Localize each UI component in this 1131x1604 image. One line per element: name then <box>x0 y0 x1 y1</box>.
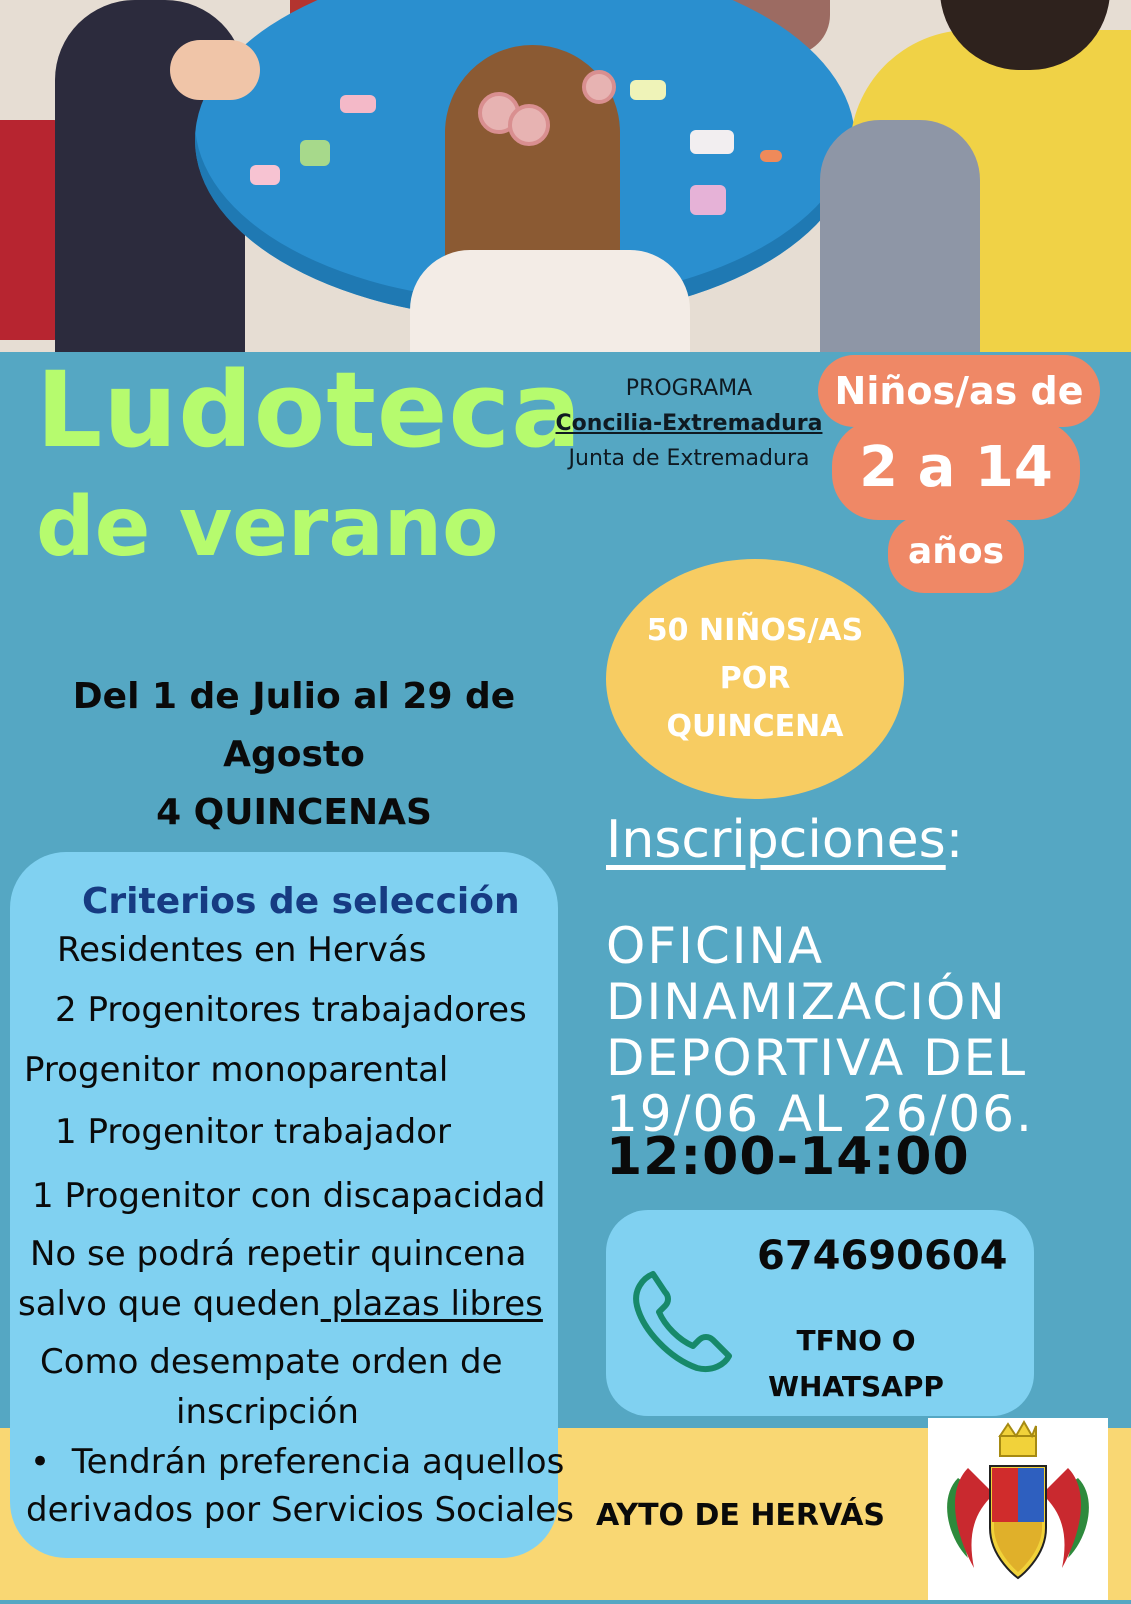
criteria-note-1b-underlined: plazas libres <box>320 1284 543 1324</box>
phone-icon <box>625 1260 745 1380</box>
photo-clay <box>760 150 782 162</box>
phone-number[interactable]: 674690604 <box>757 1233 1008 1279</box>
registration-heading-text: Inscripciones <box>606 810 946 870</box>
office-line: 19/06 AL 26/06. <box>606 1085 1034 1143</box>
criteria-item: Residentes en Hervás <box>57 930 427 970</box>
office-line: OFICINA <box>606 917 825 975</box>
photo-hair-flower <box>582 70 616 104</box>
office-line: DEPORTIVA DEL <box>606 1029 1028 1087</box>
program-block <box>548 374 830 474</box>
registration-office <box>606 918 1126 1142</box>
criteria-title: Criterios de selección <box>82 881 520 922</box>
photo-clay <box>250 165 280 185</box>
criteria-note-3b: derivados por Servicios Sociales <box>26 1490 574 1530</box>
criteria-item: Progenitor monoparental <box>24 1050 449 1090</box>
coat-of-arms <box>928 1418 1108 1600</box>
age-pill-years: años <box>888 515 1024 593</box>
criteria-note-3-text: Tendrán preferencia aquellos <box>71 1442 565 1482</box>
photo-chair <box>0 120 60 340</box>
criteria-note-1: No se podrá repetir quincena <box>30 1234 527 1274</box>
organizer-label: AYTO DE HERVÁS <box>596 1498 886 1533</box>
photo-clay <box>690 185 726 215</box>
photo-clay <box>340 95 376 113</box>
office-line: DINAMIZACIÓN <box>606 973 1007 1031</box>
age-pill-line-1: Niños/as de <box>818 355 1100 427</box>
age-pill-range: 2 a 14 <box>832 420 1080 520</box>
registration-heading-colon: : <box>945 810 964 870</box>
criteria-note-1b <box>18 1280 543 1328</box>
program-name: Concilia-Extremadura <box>555 411 823 436</box>
capacity-line-3: QUINCENA <box>666 709 844 744</box>
program-label: PROGRAMA <box>625 376 753 401</box>
criteria-item: 1 Progenitor trabajador <box>55 1112 451 1152</box>
bullet-icon: • <box>30 1442 51 1482</box>
title-line-1: Ludoteca <box>36 349 583 471</box>
registration-hours: 12:00-14:00 <box>606 1127 970 1187</box>
photo-clay <box>300 140 330 166</box>
photo-hair-flower <box>508 104 550 146</box>
header-photo <box>0 0 1131 352</box>
program-entity: Junta de Extremadura <box>568 446 810 471</box>
registration-heading <box>606 808 963 872</box>
criteria-item: 2 Progenitores trabajadores <box>55 990 527 1030</box>
criteria-note-1b-text: salvo que queden <box>18 1284 321 1324</box>
photo-child-arm <box>170 40 260 100</box>
criteria-note-2b: inscripción <box>176 1392 359 1432</box>
title-line-2: de verano <box>36 480 499 575</box>
capacity-line-1: 50 NIÑOS/AS <box>646 613 864 648</box>
criteria-item: 1 Progenitor con discapacidad <box>32 1176 546 1216</box>
coat-of-arms-icon <box>928 1418 1108 1600</box>
photo-clay <box>630 80 666 100</box>
phone-label <box>756 1318 956 1410</box>
dates-block <box>0 668 588 842</box>
photo-child-right-overalls <box>820 120 980 352</box>
photo-girl-dress <box>410 250 690 352</box>
capacity-circle <box>606 559 904 799</box>
criteria-note-2: Como desempate orden de <box>40 1342 503 1382</box>
criteria-note-3 <box>30 1438 564 1486</box>
photo-clay <box>690 130 734 154</box>
capacity-line-2: POR <box>719 661 791 696</box>
date-range: Del 1 de Julio al 29 de Agosto <box>72 676 516 775</box>
phone-label-line-1: TFNO O <box>796 1324 916 1357</box>
periods-count: 4 QUINCENAS <box>156 792 432 833</box>
phone-label-line-2: WHATSAPP <box>768 1370 944 1403</box>
